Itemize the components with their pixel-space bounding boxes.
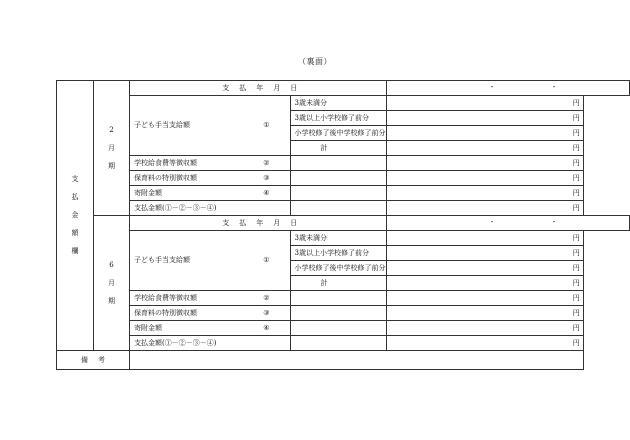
deduction-amount-field[interactable]: 円: [386, 186, 583, 201]
breakdown-amount-field[interactable]: 円: [386, 96, 583, 111]
deduction-label: 保育料の特別徴収額 ③: [130, 306, 290, 321]
payment-date-field[interactable]: [386, 216, 629, 231]
breakdown-amount-field[interactable]: 円: [386, 231, 583, 246]
payment-amount-field[interactable]: 円: [386, 201, 583, 216]
remarks-field[interactable]: [130, 351, 584, 370]
breakdown-label: 小学校修了後中学校修了前分: [290, 126, 386, 141]
breakdown-amount-field[interactable]: 円: [386, 261, 583, 276]
deduction-spacer: [290, 186, 386, 201]
deduction-amount-field[interactable]: 円: [386, 171, 583, 186]
breakdown-label: 3歳未満分: [290, 96, 386, 111]
child-allowance-label: 子ども手当支給額 ①: [130, 96, 290, 156]
period-0-month-label: 2 月 期: [94, 81, 130, 216]
remarks-label: 備 考: [57, 351, 130, 370]
payment-amount-form: [56, 80, 630, 370]
payment-date-label: 支 払 年 月 日: [130, 216, 386, 231]
breakdown-label: 3歳未満分: [290, 231, 386, 246]
payment-amount-label: 支払金額(①－②－③－④): [130, 201, 290, 216]
payment-amount-field[interactable]: 円: [386, 336, 583, 351]
date-separator: ・: [488, 218, 496, 226]
breakdown-amount-field[interactable]: 円: [386, 111, 583, 126]
breakdown-label: 3歳以上小学校修了前分: [290, 111, 386, 126]
deduction-label: 保育料の特別徴収額 ③: [130, 171, 290, 186]
date-separator: ・: [550, 218, 558, 226]
deduction-label: 学校給食費等徴収額 ②: [130, 291, 290, 306]
date-separator: ・: [550, 83, 558, 91]
deduction-spacer: [290, 156, 386, 171]
deduction-spacer: [290, 291, 386, 306]
deduction-amount-field[interactable]: 円: [386, 291, 583, 306]
payment-amount-spacer: [290, 201, 386, 216]
payment-amount-label: 支払金額(①－②－③－④): [130, 336, 290, 351]
deduction-label: 学校給食費等徴収額 ②: [130, 156, 290, 171]
deduction-spacer: [290, 321, 386, 336]
breakdown-amount-field[interactable]: 円: [386, 126, 583, 141]
child-allowance-label: 子ども手当支給額 ①: [130, 231, 290, 291]
deduction-spacer: [290, 171, 386, 186]
breakdown-label: 3歳以上小学校修了前分: [290, 246, 386, 261]
breakdown-label: 計: [290, 141, 386, 156]
payment-date-field[interactable]: [386, 81, 629, 96]
deduction-spacer: [290, 306, 386, 321]
deduction-label: 寄附金額 ④: [130, 321, 290, 336]
deduction-amount-field[interactable]: 円: [386, 156, 583, 171]
breakdown-label: 小学校修了後中学校修了前分: [290, 261, 386, 276]
deduction-label: 寄附金額 ④: [130, 186, 290, 201]
breakdown-label: 計: [290, 276, 386, 291]
date-separator: ・: [488, 83, 496, 91]
period-1-month-label: 6 月 期: [94, 216, 130, 351]
breakdown-amount-field[interactable]: 円: [386, 276, 583, 291]
payment-amount-spacer: [290, 336, 386, 351]
deduction-amount-field[interactable]: 円: [386, 306, 583, 321]
page-heading: （裏面）: [298, 57, 332, 66]
breakdown-amount-field[interactable]: 円: [386, 246, 583, 261]
payment-amount-section-label: 支 払 金 額 欄: [57, 81, 94, 351]
deduction-amount-field[interactable]: 円: [386, 321, 583, 336]
payment-date-label: 支 払 年 月 日: [130, 81, 386, 96]
breakdown-amount-field[interactable]: 円: [386, 141, 583, 156]
